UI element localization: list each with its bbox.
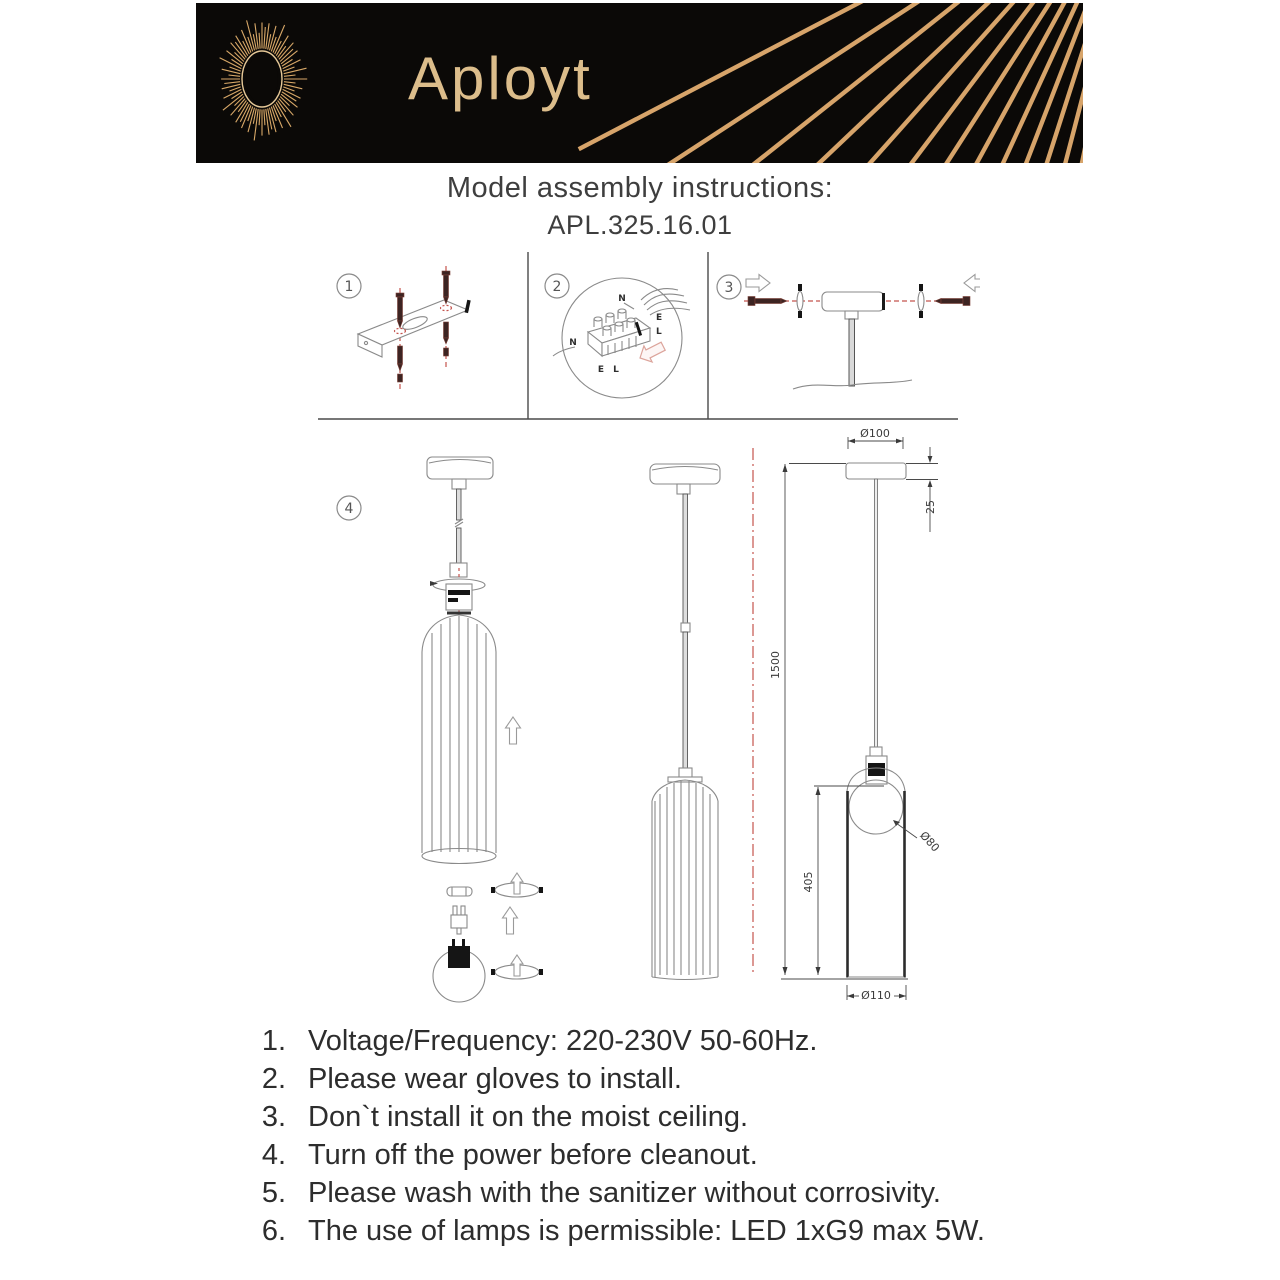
item-text: Please wear gloves to install. — [308, 1063, 682, 1095]
step1-diagram — [337, 266, 471, 392]
item-number: 3. — [261, 1101, 286, 1133]
title-line2: APL.325.16.01 — [547, 210, 733, 240]
step3-diagram — [717, 275, 980, 390]
dim-shade-diameter: Ø110 — [861, 989, 891, 1002]
terminal-block — [588, 309, 650, 356]
step2-diagram — [545, 274, 690, 398]
exploded-view-diagram — [337, 457, 543, 1002]
item-text: Turn off the power before cleanout. — [308, 1139, 758, 1171]
step4-number: 4 — [344, 501, 354, 517]
dim-shade-height: 405 — [802, 871, 815, 893]
label-n-left: N — [569, 338, 577, 348]
banner-graphics — [196, 3, 1083, 163]
brand-name: Aployt — [408, 45, 593, 112]
dim-canopy-diameter: Ø100 — [860, 427, 890, 440]
item-text: Please wash with the sanitizer without corrosivity. — [308, 1177, 941, 1209]
label-l-right: L — [656, 327, 662, 337]
ribbed-shade-assembled — [652, 780, 718, 980]
retainer-ring-part — [447, 887, 472, 896]
item-number: 2. — [261, 1063, 286, 1095]
dim-canopy-height: 25 — [924, 500, 937, 514]
ribbed-shade-exploded — [422, 615, 496, 864]
header-banner — [196, 3, 1083, 163]
twist-lock-icon-1 — [491, 873, 543, 897]
lift-arrow-icon — [506, 717, 521, 744]
title-line1: Model assembly instructions: — [446, 172, 834, 204]
g9-lamp-part — [451, 906, 467, 934]
list-item — [252, 1062, 1082, 1100]
list-item — [252, 1100, 1082, 1138]
push-arrow-left-icon — [964, 275, 980, 292]
sunburst-logo-icon — [220, 20, 308, 140]
twist-lock-icon-2 — [491, 955, 543, 979]
dim-overall-height: 1500 — [769, 651, 782, 679]
label-e-right: E — [656, 313, 663, 323]
instruction-list — [252, 1024, 1082, 1252]
list-item — [252, 1138, 1082, 1176]
list-item — [252, 1024, 1082, 1062]
item-number: 5. — [261, 1177, 286, 1209]
item-number: 4. — [261, 1139, 286, 1171]
item-number: 1. — [261, 1025, 286, 1057]
step3-number: 3 — [724, 280, 734, 296]
item-text: Don`t install it on the moist ceiling. — [308, 1101, 749, 1133]
step2-number: 2 — [552, 279, 562, 295]
item-number: 6. — [261, 1215, 286, 1247]
document-title — [0, 172, 1280, 241]
assembled-view-diagram — [650, 464, 720, 980]
item-text: The use of lamps is permissible: LED 1xG9 max 5W. — [308, 1215, 985, 1247]
assembly-drawings — [300, 250, 980, 1010]
step1-number: 1 — [344, 279, 354, 295]
label-n-top: N — [618, 294, 626, 304]
list-item — [252, 1214, 1082, 1252]
dim-ball-diameter: Ø80 — [917, 828, 943, 855]
dimension-drawing — [769, 427, 942, 1002]
glass-ball-part — [433, 939, 485, 1002]
label-e-bottom: E — [597, 365, 605, 375]
push-arrow-right-icon — [746, 275, 770, 292]
item-text: Voltage/Frequency: 220-230V 50-60Hz. — [308, 1025, 818, 1057]
list-item — [252, 1176, 1082, 1214]
lift-arrow-icon-2 — [503, 907, 518, 934]
corner-rays-decoration — [579, 3, 1083, 163]
label-l-bottom: L — [613, 365, 619, 375]
screw-right-horizontal — [918, 284, 970, 318]
